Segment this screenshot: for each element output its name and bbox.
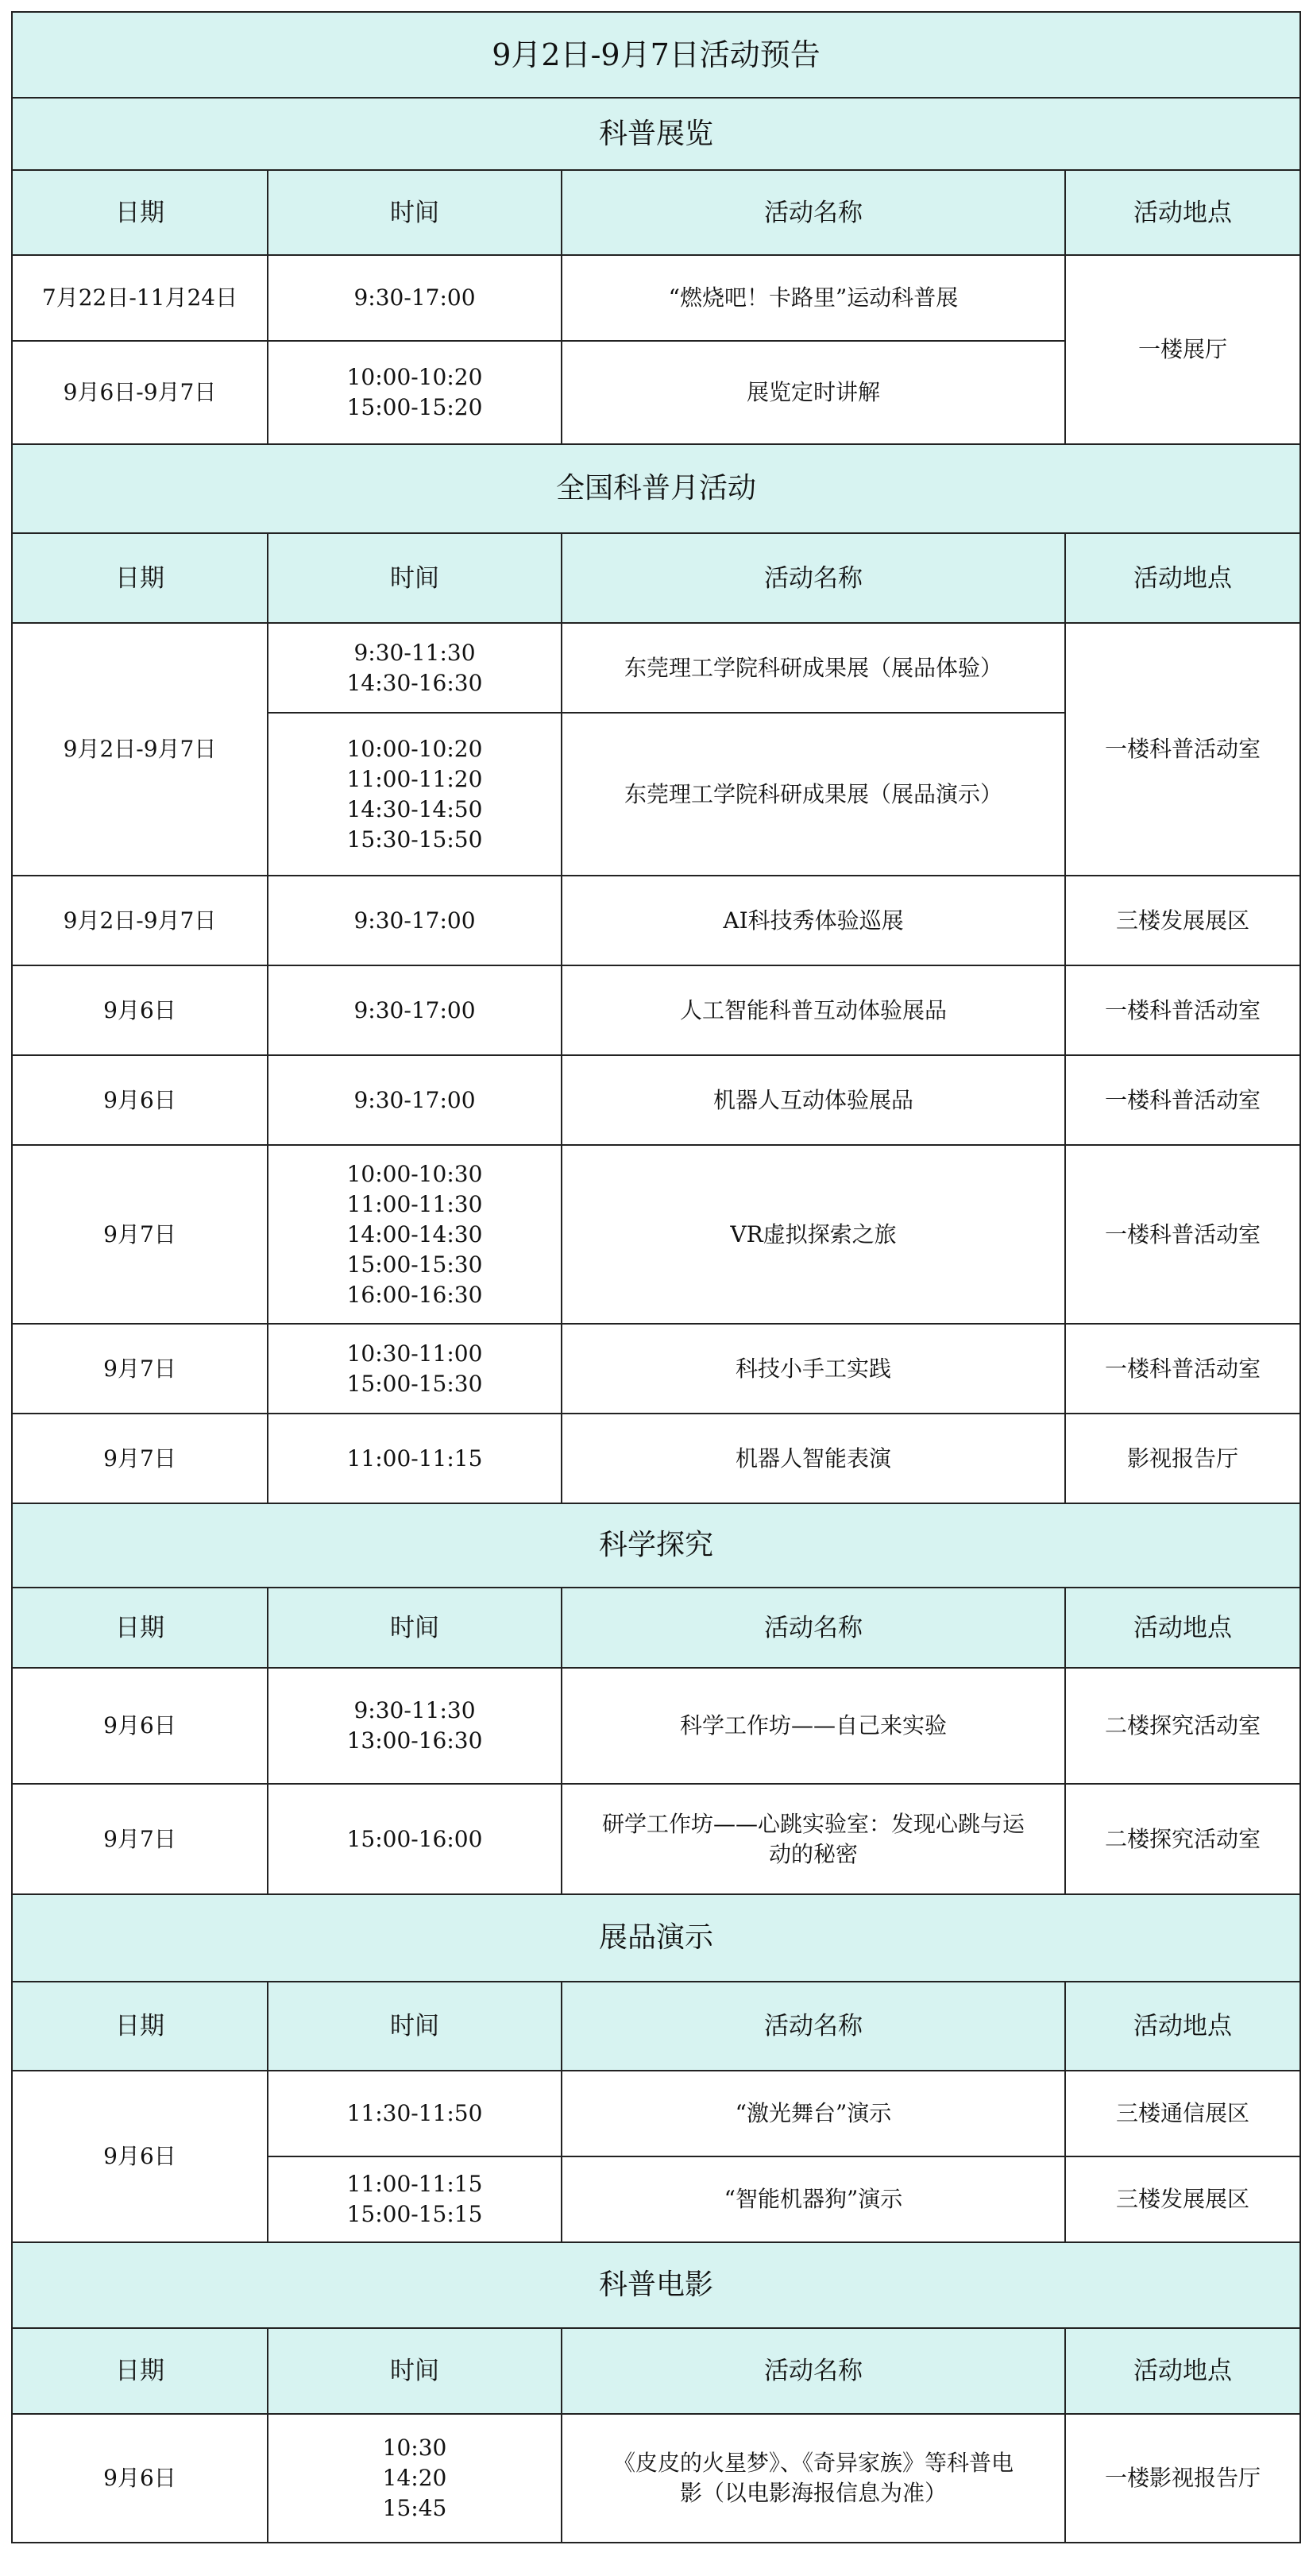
- activity-name-cell: [562, 623, 1065, 713]
- cell-line: 9:30-11:30: [353, 639, 476, 666]
- table-row: [12, 876, 1300, 965]
- activity-name-cell: [562, 2156, 1065, 2242]
- header-time: 时间: [268, 170, 562, 255]
- cell-line: 10:30: [382, 2435, 447, 2461]
- time-cell: [268, 1324, 562, 1414]
- table-row: [12, 965, 1300, 1055]
- time-cell: [268, 965, 562, 1055]
- cell-line: 11:00-11:15: [346, 1445, 483, 1472]
- cell-line: 人工智能科普互动体验展品: [679, 996, 947, 1023]
- date-cell: 9月7日: [12, 1414, 268, 1503]
- cell-line: 9:30-17:00: [353, 284, 476, 311]
- activity-name-cell: [562, 255, 1065, 341]
- header-name: 活动名称: [562, 1588, 1065, 1668]
- header-row: [12, 1982, 1300, 2071]
- cell-line: 影（以电影海报信息为准）: [679, 2480, 947, 2506]
- cell-line: 10:00-10:20: [346, 735, 483, 762]
- time-cell: [268, 2156, 562, 2242]
- table-row: [12, 1784, 1300, 1894]
- time-cell: [268, 1414, 562, 1503]
- activity-name-cell: [562, 2071, 1065, 2156]
- cell-line: 16:00-16:30: [346, 1281, 483, 1308]
- cell-line: 14:00-14:30: [346, 1220, 483, 1247]
- time-cell: [268, 255, 562, 341]
- activity-name-cell: [562, 341, 1065, 444]
- table-row: [12, 623, 1300, 713]
- cell-line: 14:20: [382, 2465, 447, 2491]
- cell-line: “燃烧吧！卡路里”运动科普展: [668, 284, 959, 311]
- date-cell: 9月6日-9月7日: [12, 341, 268, 444]
- location-cell: 二楼探究活动室: [1065, 1668, 1300, 1784]
- cell-line: “激光舞台”演示: [735, 2100, 892, 2126]
- time-cell: [268, 713, 562, 876]
- header-place: 活动地点: [1065, 533, 1300, 623]
- header-place: 活动地点: [1065, 1588, 1300, 1668]
- cell-line: 11:30-11:50: [346, 2100, 483, 2126]
- section-row: [12, 444, 1300, 533]
- time-cell: [268, 1784, 562, 1894]
- activity-name-cell: [562, 1784, 1065, 1894]
- header-name: 活动名称: [562, 1982, 1065, 2071]
- page-title: 9月2日-9月7日活动预告: [12, 12, 1300, 98]
- cell-line: 15:00-16:00: [346, 1825, 483, 1852]
- cell-line: AI科技秀体验巡展: [723, 907, 904, 934]
- time-cell: [268, 1055, 562, 1145]
- date-cell: 9月7日: [12, 1324, 268, 1414]
- cell-line: 14:30-16:30: [346, 669, 483, 696]
- cell-line: 11:00-11:30: [346, 1190, 483, 1217]
- header-row: [12, 533, 1300, 623]
- activity-name-cell: [562, 1414, 1065, 1503]
- time-cell: [268, 1145, 562, 1324]
- location-cell: 三楼发展展区: [1065, 2156, 1300, 2242]
- section-heading: 科普展览: [12, 98, 1300, 170]
- table-row: [12, 1324, 1300, 1414]
- time-cell: [268, 1668, 562, 1784]
- date-cell: 9月6日: [12, 2414, 268, 2543]
- date-cell: 9月2日-9月7日: [12, 623, 268, 876]
- time-cell: [268, 2414, 562, 2543]
- location-cell: 影视报告厅: [1065, 1414, 1300, 1503]
- time-cell: [268, 341, 562, 444]
- location-cell: 三楼发展展区: [1065, 876, 1300, 965]
- activity-name-cell: [562, 1145, 1065, 1324]
- table-row: [12, 2414, 1300, 2543]
- activity-name-cell: [562, 1668, 1065, 1784]
- date-cell: 9月7日: [12, 1145, 268, 1324]
- cell-line: 13:00-16:30: [346, 1727, 483, 1754]
- activity-name-cell: [562, 2414, 1065, 2543]
- activity-name-cell: [562, 965, 1065, 1055]
- section-row: [12, 1503, 1300, 1588]
- section-heading: 科学探究: [12, 1503, 1300, 1588]
- date-cell: 9月6日: [12, 1055, 268, 1145]
- cell-line: 机器人互动体验展品: [712, 1086, 913, 1113]
- cell-line: 11:00-11:20: [346, 765, 483, 792]
- section-row: [12, 1894, 1300, 1982]
- activity-name-cell: [562, 876, 1065, 965]
- activity-name-cell: [562, 713, 1065, 876]
- section-heading: 展品演示: [12, 1894, 1300, 1982]
- table-row: [12, 1055, 1300, 1145]
- header-date: 日期: [12, 2328, 268, 2414]
- activity-name-cell: [562, 1055, 1065, 1145]
- cell-line: 15:30-15:50: [346, 826, 483, 853]
- header-time: 时间: [268, 1588, 562, 1668]
- header-name: 活动名称: [562, 533, 1065, 623]
- cell-line: 研学工作坊——心跳实验室：发现心跳与运: [601, 1810, 1025, 1837]
- location-cell: 一楼科普活动室: [1065, 1055, 1300, 1145]
- location-cell: 二楼探究活动室: [1065, 1784, 1300, 1894]
- header-row: [12, 170, 1300, 255]
- location-cell: 一楼科普活动室: [1065, 965, 1300, 1055]
- section-row: [12, 98, 1300, 170]
- date-cell: 9月7日: [12, 1784, 268, 1894]
- table-row: [12, 2071, 1300, 2156]
- cell-line: 机器人智能表演: [735, 1445, 891, 1472]
- cell-line: 东莞理工学院科研成果展（展品演示）: [624, 780, 1002, 807]
- date-cell: 9月6日: [12, 2071, 268, 2242]
- cell-line: 15:00-15:20: [346, 394, 483, 420]
- table-row: [12, 1145, 1300, 1324]
- cell-line: 10:00-10:20: [346, 364, 483, 390]
- header-date: 日期: [12, 1982, 268, 2071]
- header-place: 活动地点: [1065, 2328, 1300, 2414]
- header-time: 时间: [268, 1982, 562, 2071]
- section-row: [12, 2242, 1300, 2328]
- date-cell: 7月22日-11月24日: [12, 255, 268, 341]
- cell-line: VR虚拟探索之旅: [730, 1220, 897, 1247]
- cell-line: 动的秘密: [768, 1840, 858, 1867]
- cell-line: 9:30-17:00: [353, 996, 476, 1023]
- table-row: [12, 1414, 1300, 1503]
- cell-line: 15:00-15:30: [346, 1370, 483, 1397]
- cell-line: 9:30-11:30: [353, 1697, 476, 1723]
- cell-line: 9:30-17:00: [353, 1086, 476, 1113]
- cell-line: 14:30-14:50: [346, 795, 483, 822]
- cell-line: 11:00-11:15: [346, 2171, 483, 2197]
- table-row: [12, 1668, 1300, 1784]
- date-cell: 9月6日: [12, 1668, 268, 1784]
- header-time: 时间: [268, 2328, 562, 2414]
- location-cell: 一楼科普活动室: [1065, 1145, 1300, 1324]
- cell-line: 东莞理工学院科研成果展（展品体验）: [624, 654, 1002, 681]
- date-cell: 9月2日-9月7日: [12, 876, 268, 965]
- cell-line: 《皮皮的火星梦》、《奇异家族》等科普电: [612, 2450, 1014, 2476]
- header-time: 时间: [268, 533, 562, 623]
- cell-line: 10:00-10:30: [346, 1160, 483, 1187]
- header-row: [12, 1588, 1300, 1668]
- header-date: 日期: [12, 533, 268, 623]
- header-name: 活动名称: [562, 2328, 1065, 2414]
- cell-line: “智能机器狗”演示: [724, 2186, 903, 2212]
- section-heading: 科普电影: [12, 2242, 1300, 2328]
- cell-line: 9:30-17:00: [353, 907, 476, 934]
- schedule-table: [11, 11, 1301, 2543]
- location-cell: 三楼通信展区: [1065, 2071, 1300, 2156]
- time-cell: [268, 623, 562, 713]
- time-cell: [268, 2071, 562, 2156]
- cell-line: 科技小手工实践: [735, 1355, 891, 1382]
- section-heading: 全国科普月活动: [12, 444, 1300, 533]
- cell-line: 展览定时讲解: [746, 379, 880, 405]
- header-place: 活动地点: [1065, 1982, 1300, 2071]
- table-row: [12, 255, 1300, 341]
- schedule-container: [11, 11, 1299, 2543]
- header-row: [12, 2328, 1300, 2414]
- time-cell: [268, 876, 562, 965]
- activity-name-cell: [562, 1324, 1065, 1414]
- cell-line: 10:30-11:00: [346, 1340, 483, 1367]
- header-place: 活动地点: [1065, 170, 1300, 255]
- header-date: 日期: [12, 1588, 268, 1668]
- date-cell: 9月6日: [12, 965, 268, 1055]
- cell-line: 15:45: [382, 2495, 447, 2521]
- location-cell: 一楼影视报告厅: [1065, 2414, 1300, 2543]
- location-cell: 一楼科普活动室: [1065, 623, 1300, 876]
- location-cell: 一楼展厅: [1065, 255, 1300, 444]
- cell-line: 15:00-15:15: [346, 2201, 483, 2227]
- cell-line: 15:00-15:30: [346, 1251, 483, 1278]
- header-date: 日期: [12, 170, 268, 255]
- location-cell: 一楼科普活动室: [1065, 1324, 1300, 1414]
- header-name: 活动名称: [562, 170, 1065, 255]
- cell-line: 科学工作坊——自己来实验: [679, 1712, 947, 1739]
